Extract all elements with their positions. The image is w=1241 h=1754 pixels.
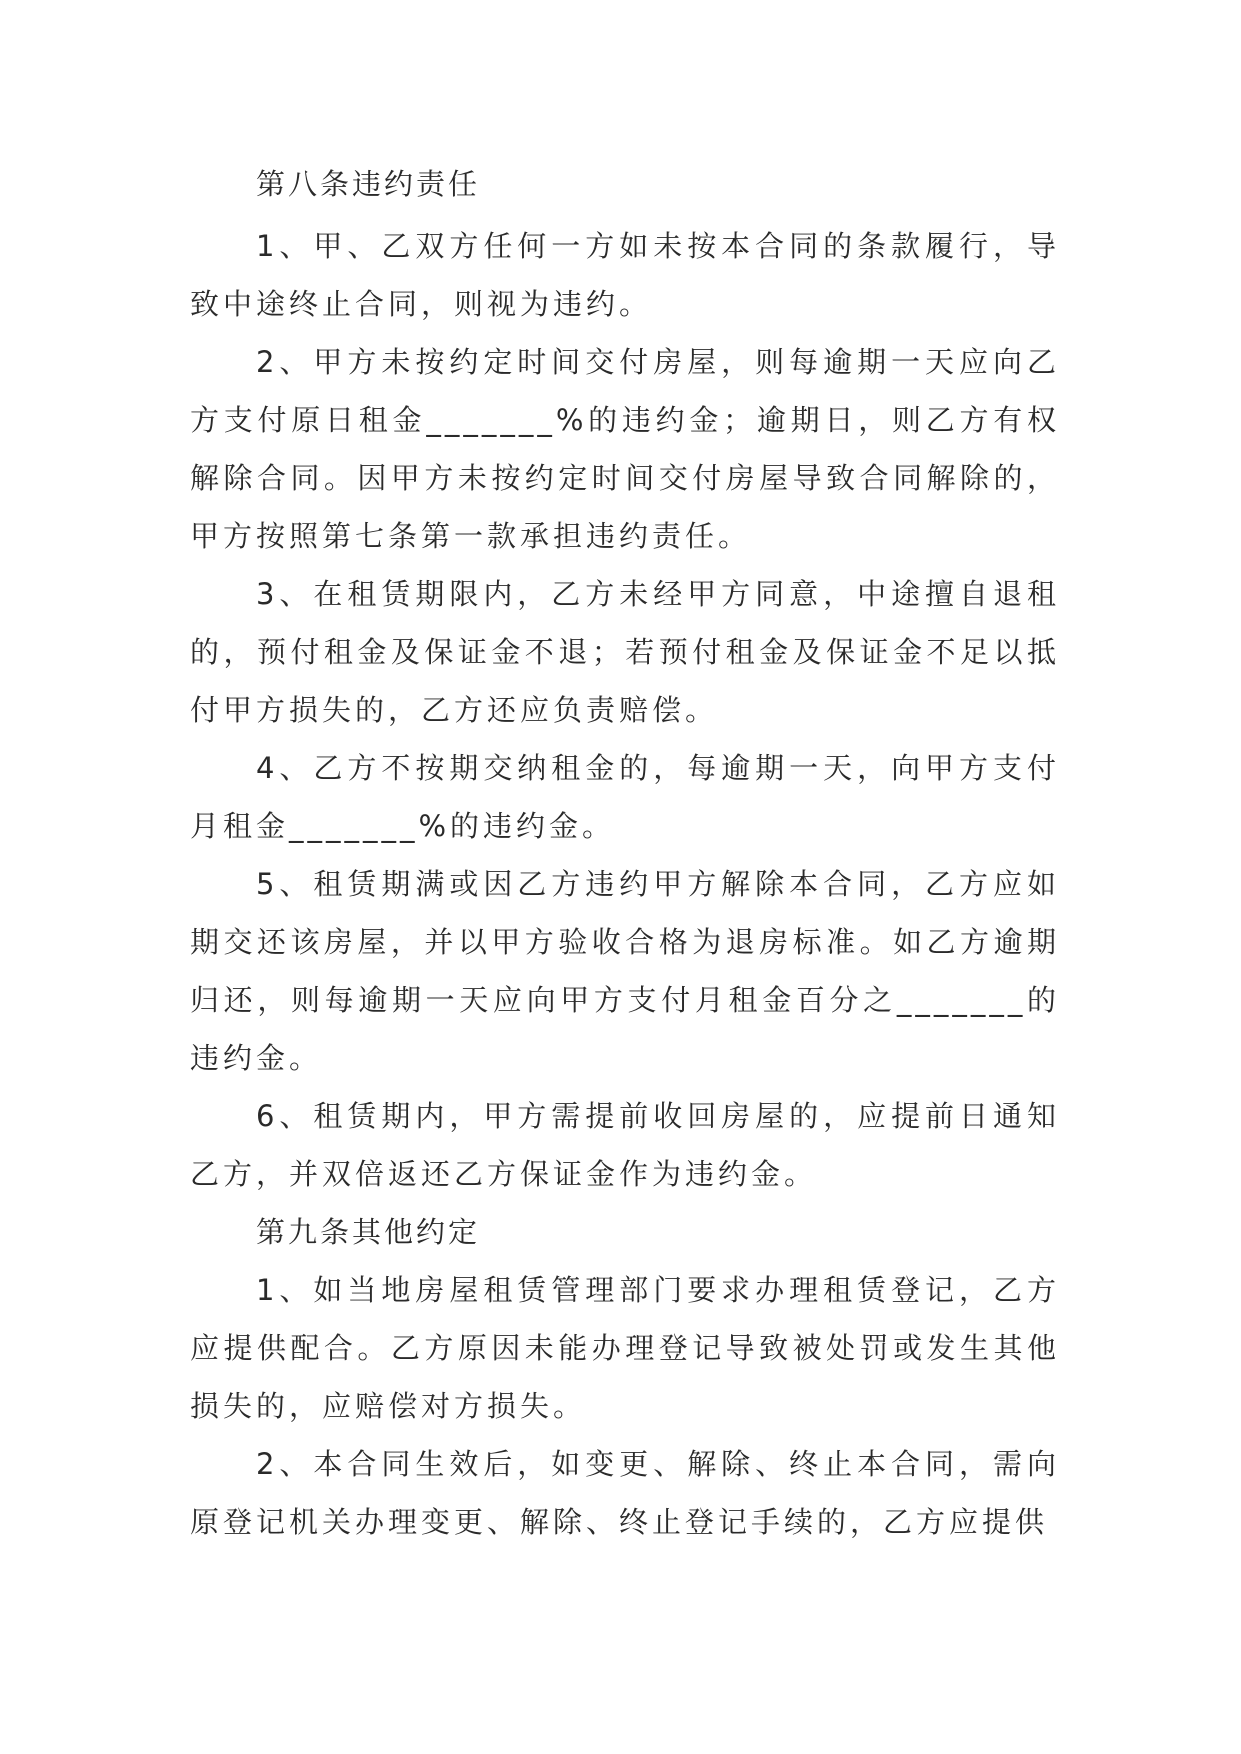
section-8-item-4: 4、乙方不按期交纳租金的，每逾期一天，向甲方支付月租金_______%的违约金。 [190,751,1060,843]
document-body [190,155,1060,1551]
section-8-heading: 第八条违约责任 [256,167,481,201]
section-8-item-5: 5、租赁期满或因乙方违约甲方解除本合同，乙方应如期交还该房屋，并以甲方验收合格为退房标准。如乙方逾期归还，则每逾期一天应向甲方支付月租金百分之_______的违约金。 [190,867,1060,1075]
section-8-item-6: 6、租赁期内，甲方需提前收回房屋的，应提前日通知乙方，并双倍返还乙方保证金作为违约金。 [190,1099,1060,1191]
section-9-heading: 第九条其他约定 [256,1215,481,1249]
section-8-item-1: 1、甲、乙双方任何一方如未按本合同的条款履行，导致中途终止合同，则视为违约。 [190,229,1060,321]
section-8-item-2: 2、甲方未按约定时间交付房屋，则每逾期一天应向乙方支付原日租金_______%的违约金；逾期日，则乙方有权解除合同。因甲方未按约定时间交付房屋导致合同解除的，甲方按照第七条第一款承担违约责任。 [190,345,1060,553]
section-8-item-3: 3、在租赁期限内，乙方未经甲方同意，中途擅自退租的，预付租金及保证金不退；若预付租金及保证金不足以抵付甲方损失的，乙方还应负责赔偿。 [190,577,1060,727]
section-9-item-2: 2、本合同生效后，如变更、解除、终止本合同，需向原登记机关办理变更、解除、终止登记手续的，乙方应提供 [190,1447,1060,1539]
section-9-item-1: 1、如当地房屋租赁管理部门要求办理租赁登记，乙方应提供配合。乙方原因未能办理登记导致被处罚或发生其他损失的，应赔偿对方损失。 [190,1273,1060,1423]
